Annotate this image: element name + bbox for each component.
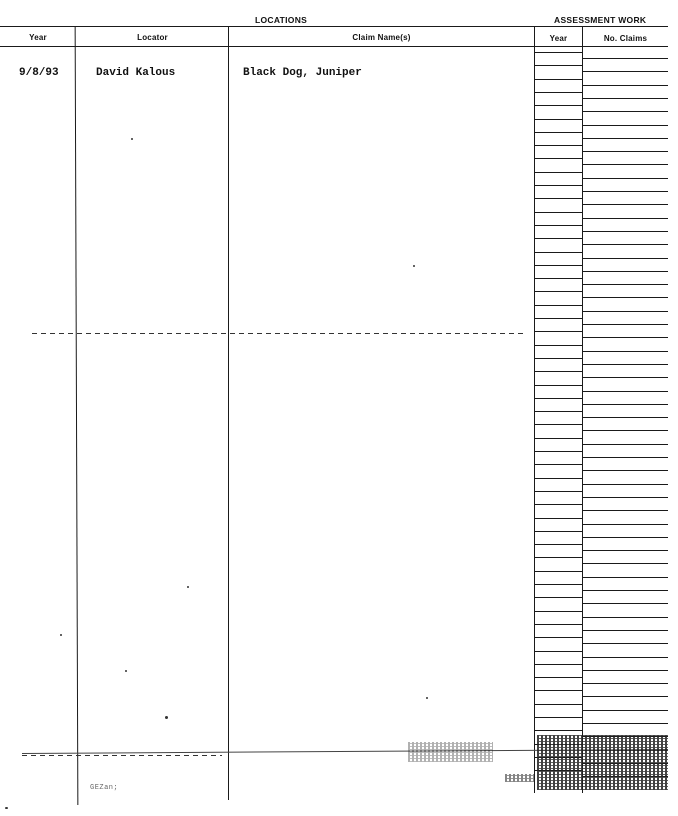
assessment-year-row-line — [535, 478, 582, 479]
no-claims-row-line — [583, 670, 668, 671]
no-claims-row-line — [583, 404, 668, 405]
assessment-year-row-line — [535, 464, 582, 465]
assessment-year-row-line — [535, 664, 582, 665]
assessment-year-row-line — [535, 504, 582, 505]
no-claims-row-line — [583, 683, 668, 684]
assessment-work-section-label: ASSESSMENT WORK — [554, 15, 647, 25]
no-claims-row-line — [583, 617, 668, 618]
no-claims-row-line — [583, 85, 668, 86]
no-claims-row-line — [583, 470, 668, 471]
no-claims-row-line — [583, 258, 668, 259]
assessment-year-row-line — [535, 65, 582, 66]
assessment-year-row-line — [535, 491, 582, 492]
scan-speck — [5, 807, 8, 809]
no-claims-row-line — [583, 98, 668, 99]
assessment-top-rule — [535, 26, 668, 27]
assessment-year-row-line — [535, 584, 582, 585]
column-header-year: Year — [29, 33, 47, 42]
assessment-year-row-line — [535, 198, 582, 199]
no-claims-row-line — [583, 324, 668, 325]
assessment-year-row-line — [535, 318, 582, 319]
assessment-year-row-line — [535, 158, 582, 159]
scan-speck — [60, 634, 62, 636]
no-claims-row-line — [583, 284, 668, 285]
assessment-year-row-line — [535, 385, 582, 386]
assessment-year-row-line — [535, 172, 582, 173]
entry-year: 9/8/93 — [19, 67, 59, 79]
no-claims-row-line — [583, 244, 668, 245]
no-claims-row-line — [583, 444, 668, 445]
assessment-year-row-line — [535, 557, 582, 558]
no-claims-row-line — [583, 71, 668, 72]
no-claims-row-line — [583, 643, 668, 644]
column-divider-assessment-year-noclaims — [582, 27, 583, 793]
scan-speck — [165, 716, 168, 719]
assessment-year-row-line — [535, 185, 582, 186]
entry-claim-names: Black Dog, Juniper — [243, 67, 362, 79]
column-divider-claims-assessment — [534, 27, 535, 793]
no-claims-row-line — [583, 218, 668, 219]
no-claims-row-line — [583, 337, 668, 338]
assessment-year-row-line — [535, 571, 582, 572]
assessment-year-row-line — [535, 611, 582, 612]
locations-section-label: LOCATIONS — [255, 15, 308, 25]
no-claims-row-line — [583, 58, 668, 59]
no-claims-row-line — [583, 630, 668, 631]
column-divider-year-locator — [75, 27, 79, 805]
no-claims-row-line — [583, 696, 668, 697]
scan-speck — [413, 265, 415, 267]
assessment-year-row-line — [535, 238, 582, 239]
assessment-year-row-line — [535, 704, 582, 705]
header-bottom-rule — [0, 46, 668, 47]
assessment-year-row-line — [535, 544, 582, 545]
no-claims-row-line — [583, 710, 668, 711]
assessment-year-row-line — [535, 531, 582, 532]
assessment-year-row-line — [535, 132, 582, 133]
scan-noise-claims-area — [408, 742, 493, 762]
scan-speck — [426, 697, 428, 699]
assessment-year-row-line — [535, 451, 582, 452]
no-claims-row-line — [583, 497, 668, 498]
scan-artifact-lower-dash — [22, 755, 222, 756]
assessment-year-row-line — [535, 345, 582, 346]
no-claims-row-line — [583, 111, 668, 112]
scan-speck — [187, 586, 189, 588]
entry-locator: David Kalous — [96, 67, 176, 79]
assessment-year-row-line — [535, 411, 582, 412]
no-claims-row-line — [583, 510, 668, 511]
scan-artifact-dashed-line — [32, 333, 527, 334]
no-claims-row-line — [583, 231, 668, 232]
column-header-claim-names: Claim Name(s) — [352, 33, 411, 42]
column-header-locator: Locator — [137, 33, 168, 42]
no-claims-row-line — [583, 377, 668, 378]
no-claims-row-line — [583, 577, 668, 578]
no-claims-row-line — [583, 550, 668, 551]
no-claims-row-line — [583, 590, 668, 591]
no-claims-row-line — [583, 271, 668, 272]
scan-noise-bottom-strip — [505, 774, 535, 782]
no-claims-row-line — [583, 417, 668, 418]
assessment-year-row-line — [535, 624, 582, 625]
assessment-year-row-line — [535, 651, 582, 652]
assessment-year-row-line — [535, 398, 582, 399]
assessment-year-row-line — [535, 597, 582, 598]
assessment-year-row-line — [535, 677, 582, 678]
assessment-year-row-line — [535, 252, 582, 253]
no-claims-row-line — [583, 723, 668, 724]
no-claims-row-line — [583, 537, 668, 538]
assessment-year-row-line — [535, 92, 582, 93]
assessment-year-row-line — [535, 358, 582, 359]
no-claims-row-line — [583, 657, 668, 658]
assessment-year-row-line — [535, 438, 582, 439]
no-claims-row-line — [583, 351, 668, 352]
assessment-year-row-line — [535, 690, 582, 691]
no-claims-row-line — [583, 178, 668, 179]
assessment-year-row-line — [535, 730, 582, 731]
assessment-year-row-line — [535, 278, 582, 279]
header-top-rule — [0, 26, 535, 27]
bottom-fragment-text: GEZan; — [90, 784, 119, 792]
assessment-year-row-line — [535, 105, 582, 106]
scan-speck — [125, 670, 127, 672]
scan-speck — [131, 138, 133, 140]
no-claims-row-line — [583, 430, 668, 431]
no-claims-row-line — [583, 484, 668, 485]
no-claims-row-line — [583, 151, 668, 152]
no-claims-row-line — [583, 164, 668, 165]
no-claims-row-line — [583, 125, 668, 126]
no-claims-row-line — [583, 457, 668, 458]
no-claims-row-line — [583, 364, 668, 365]
scan-noise-assessment-block — [537, 735, 668, 790]
no-claims-row-line — [583, 524, 668, 525]
assessment-year-row-line — [535, 145, 582, 146]
no-claims-row-line — [583, 391, 668, 392]
assessment-year-row-line — [535, 424, 582, 425]
assessment-year-row-line — [535, 371, 582, 372]
assessment-year-row-line — [535, 225, 582, 226]
assessment-year-row-line — [535, 305, 582, 306]
no-claims-row-line — [583, 311, 668, 312]
no-claims-row-line — [583, 563, 668, 564]
assessment-year-row-line — [535, 212, 582, 213]
assessment-year-row-line — [535, 265, 582, 266]
assessment-year-row-line — [535, 291, 582, 292]
no-claims-row-line — [583, 603, 668, 604]
column-header-assessment-year: Year — [549, 34, 568, 43]
no-claims-row-line — [583, 138, 668, 139]
assessment-year-row-line — [535, 518, 582, 519]
assessment-year-row-line — [535, 79, 582, 80]
column-divider-locator-claims — [228, 27, 229, 800]
assessment-year-row-line — [535, 717, 582, 718]
no-claims-row-line — [583, 297, 668, 298]
assessment-year-row-line — [535, 637, 582, 638]
column-header-no-claims: No. Claims — [603, 34, 648, 43]
assessment-year-row-line — [535, 52, 582, 53]
no-claims-row-line — [583, 191, 668, 192]
assessment-year-row-line — [535, 119, 582, 120]
no-claims-row-line — [583, 204, 668, 205]
assessment-year-row-line — [535, 331, 582, 332]
